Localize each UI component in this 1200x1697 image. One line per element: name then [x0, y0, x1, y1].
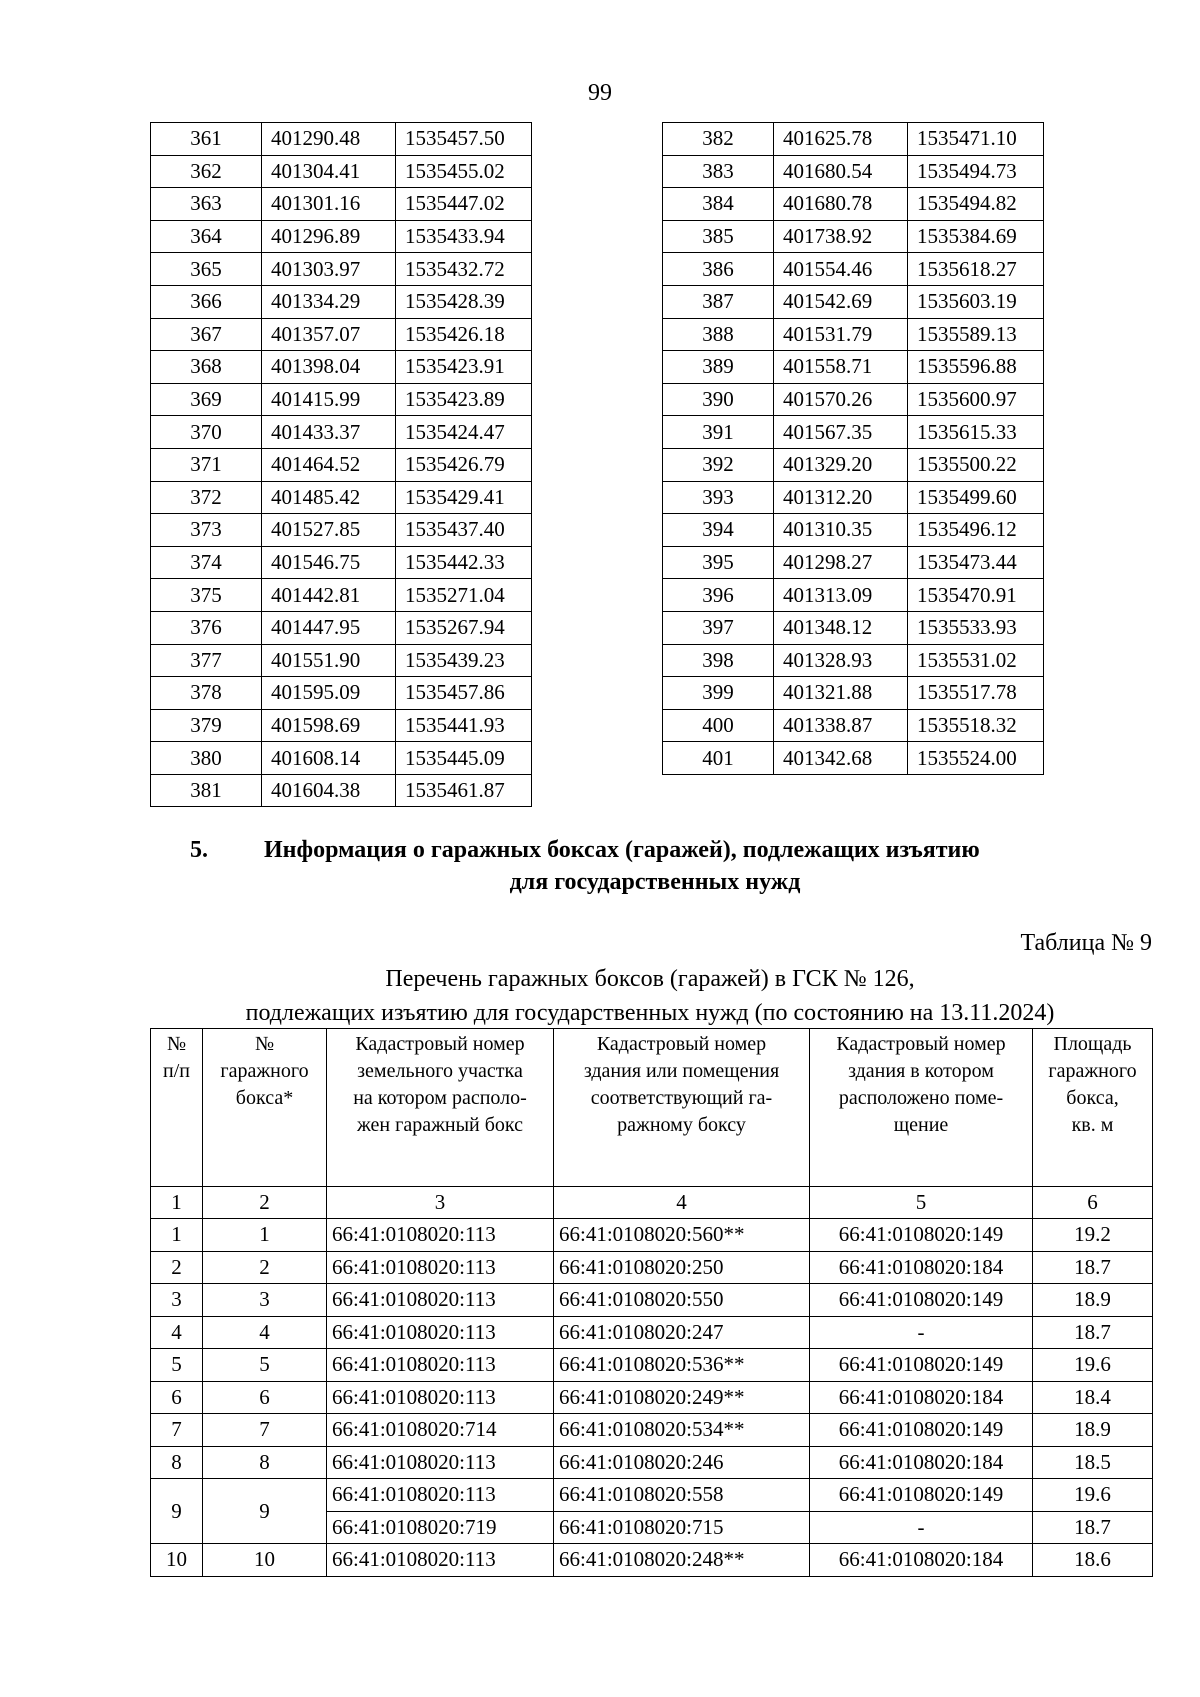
land-cadastral-number-cell: 66:41:0108020:113: [327, 1544, 554, 1577]
column-header-line: здания в котором: [848, 1060, 994, 1082]
garage-box-number-cell: 6: [203, 1381, 327, 1414]
area-cell: 19.6: [1033, 1479, 1153, 1512]
x-coordinate-cell: 401531.79: [774, 318, 908, 351]
land-cadastral-number-cell: 66:41:0108020:113: [327, 1251, 554, 1284]
y-coordinate-cell: 1535441.93: [396, 709, 532, 742]
y-coordinate-cell: 1535494.82: [908, 188, 1044, 221]
area-cell: 18.6: [1033, 1544, 1153, 1577]
coordinate-row: [151, 644, 532, 677]
column-number: 1: [151, 1187, 203, 1219]
column-header-line: жен гаражный бокс: [356, 1114, 524, 1136]
point-number-cell: 371: [151, 448, 262, 481]
table-row: [151, 1479, 1153, 1512]
x-coordinate-cell: 401595.09: [262, 677, 396, 710]
column-header-line: здания или помещения: [583, 1060, 780, 1082]
coordinate-row: [151, 709, 532, 742]
coordinate-row: [151, 285, 532, 318]
x-coordinate-cell: 401442.81: [262, 579, 396, 612]
x-coordinate-cell: 401542.69: [774, 285, 908, 318]
point-number-cell: 379: [151, 709, 262, 742]
column-header: [810, 1029, 1033, 1187]
land-cadastral-number-cell: 66:41:0108020:719: [327, 1511, 554, 1544]
y-coordinate-cell: 1535473.44: [908, 546, 1044, 579]
x-coordinate-cell: 401625.78: [774, 123, 908, 156]
column-header: [327, 1029, 554, 1187]
coordinate-row: [663, 677, 1044, 710]
point-number-cell: 369: [151, 383, 262, 416]
column-header: [203, 1029, 327, 1187]
column-header-line: гаражного: [220, 1060, 309, 1082]
coordinate-row: [663, 481, 1044, 514]
column-header: [1033, 1029, 1153, 1187]
point-number-cell: 400: [663, 709, 774, 742]
x-coordinate-cell: 401312.20: [774, 481, 908, 514]
coordinate-row: [151, 318, 532, 351]
x-coordinate-cell: 401334.29: [262, 285, 396, 318]
area-cell: 18.9: [1033, 1414, 1153, 1447]
point-number-cell: 398: [663, 644, 774, 677]
x-coordinate-cell: 401348.12: [774, 611, 908, 644]
y-coordinate-cell: 1535455.02: [396, 155, 532, 188]
garage-boxes-table: [150, 1028, 1153, 1577]
point-number-cell: 378: [151, 677, 262, 710]
row-number-cell: 5: [151, 1349, 203, 1382]
table-label: Таблица № 9: [1020, 930, 1152, 956]
y-coordinate-cell: 1535600.97: [908, 383, 1044, 416]
x-coordinate-cell: 401342.68: [774, 742, 908, 775]
point-number-cell: 388: [663, 318, 774, 351]
garage-box-number-cell: 3: [203, 1284, 327, 1317]
room-cadastral-number-cell: 66:41:0108020:558: [554, 1479, 810, 1512]
building-cadastral-number-cell: 66:41:0108020:149: [810, 1414, 1033, 1447]
y-coordinate-cell: 1535267.94: [396, 611, 532, 644]
column-header-line: расположено поме-: [838, 1087, 1004, 1109]
room-cadastral-number-cell: 66:41:0108020:247: [554, 1316, 810, 1349]
y-coordinate-cell: 1535531.02: [908, 644, 1044, 677]
y-coordinate-cell: 1535589.13: [908, 318, 1044, 351]
x-coordinate-cell: 401598.69: [262, 709, 396, 742]
coordinate-row: [151, 123, 532, 156]
table-caption-line2: подлежащих изъятию для государственных нужд (по состоянию на 13.11.2024): [245, 1000, 1055, 1026]
column-number: 6: [1033, 1187, 1153, 1219]
point-number-cell: 392: [663, 448, 774, 481]
area-cell: 19.6: [1033, 1349, 1153, 1382]
page-number: 99: [588, 80, 612, 106]
coordinate-row: [151, 383, 532, 416]
y-coordinate-cell: 1535517.78: [908, 677, 1044, 710]
column-header-line: на котором располо-: [353, 1087, 527, 1109]
x-coordinate-cell: 401464.52: [262, 448, 396, 481]
coordinate-row: [663, 383, 1044, 416]
y-coordinate-cell: 1535437.40: [396, 514, 532, 547]
building-cadastral-number-cell: 66:41:0108020:184: [810, 1251, 1033, 1284]
coordinate-row: [151, 351, 532, 384]
column-header: [554, 1029, 810, 1187]
coordinate-row: [663, 220, 1044, 253]
column-number: 4: [554, 1187, 810, 1219]
row-number-cell: 2: [151, 1251, 203, 1284]
coordinate-row: [151, 155, 532, 188]
coordinate-row: [151, 220, 532, 253]
y-coordinate-cell: 1535596.88: [908, 351, 1044, 384]
section-number: 5.: [190, 837, 208, 863]
area-cell: 19.2: [1033, 1219, 1153, 1252]
column-header-line: Кадастровый номер: [596, 1033, 767, 1055]
x-coordinate-cell: 401301.16: [262, 188, 396, 221]
room-cadastral-number-cell: 66:41:0108020:246: [554, 1446, 810, 1479]
y-coordinate-cell: 1535423.89: [396, 383, 532, 416]
x-coordinate-cell: 401570.26: [774, 383, 908, 416]
garage-box-number-cell: 8: [203, 1446, 327, 1479]
garage-box-number-cell: 1: [203, 1219, 327, 1252]
coordinate-row: [151, 448, 532, 481]
point-number-cell: 396: [663, 579, 774, 612]
table-caption: [150, 962, 1150, 1030]
x-coordinate-cell: 401303.97: [262, 253, 396, 286]
point-number-cell: 372: [151, 481, 262, 514]
point-number-cell: 397: [663, 611, 774, 644]
building-cadastral-number-cell: 66:41:0108020:149: [810, 1219, 1033, 1252]
coordinate-row: [663, 709, 1044, 742]
garage-box-number-cell: 9: [203, 1479, 327, 1544]
x-coordinate-cell: 401310.35: [774, 514, 908, 547]
x-coordinate-cell: 401447.95: [262, 611, 396, 644]
point-number-cell: 383: [663, 155, 774, 188]
column-header-line: земельного участка: [357, 1060, 523, 1082]
column-header-line: бокса,: [1066, 1087, 1119, 1109]
point-number-cell: 386: [663, 253, 774, 286]
point-number-cell: 370: [151, 416, 262, 449]
point-number-cell: 393: [663, 481, 774, 514]
coordinate-row: [151, 546, 532, 579]
point-number-cell: 394: [663, 514, 774, 547]
land-cadastral-number-cell: 66:41:0108020:113: [327, 1219, 554, 1252]
building-cadastral-number-cell: 66:41:0108020:149: [810, 1349, 1033, 1382]
point-number-cell: 384: [663, 188, 774, 221]
y-coordinate-cell: 1535433.94: [396, 220, 532, 253]
x-coordinate-cell: 401680.78: [774, 188, 908, 221]
y-coordinate-cell: 1535439.23: [396, 644, 532, 677]
room-cadastral-number-cell: 66:41:0108020:248**: [554, 1544, 810, 1577]
y-coordinate-cell: 1535442.33: [396, 546, 532, 579]
y-coordinate-cell: 1535494.73: [908, 155, 1044, 188]
x-coordinate-cell: 401554.46: [774, 253, 908, 286]
y-coordinate-cell: 1535499.60: [908, 481, 1044, 514]
coordinate-row: [151, 416, 532, 449]
y-coordinate-cell: 1535445.09: [396, 742, 532, 775]
point-number-cell: 377: [151, 644, 262, 677]
x-coordinate-cell: 401558.71: [774, 351, 908, 384]
row-number-cell: 1: [151, 1219, 203, 1252]
point-number-cell: 391: [663, 416, 774, 449]
coordinate-row: [663, 514, 1044, 547]
row-number-cell: 6: [151, 1381, 203, 1414]
row-number-cell: 3: [151, 1284, 203, 1317]
x-coordinate-cell: 401321.88: [774, 677, 908, 710]
point-number-cell: 382: [663, 123, 774, 156]
x-coordinate-cell: 401338.87: [774, 709, 908, 742]
coordinates-table-right: [662, 122, 1044, 775]
column-number: 3: [327, 1187, 554, 1219]
coordinates-table-left: [150, 122, 532, 807]
y-coordinate-cell: 1535428.39: [396, 285, 532, 318]
coordinate-row: [663, 351, 1044, 384]
y-coordinate-cell: 1535471.10: [908, 123, 1044, 156]
area-cell: 18.7: [1033, 1251, 1153, 1284]
column-header-line: Площадь: [1053, 1033, 1132, 1055]
building-cadastral-number-cell: 66:41:0108020:149: [810, 1479, 1033, 1512]
land-cadastral-number-cell: 66:41:0108020:714: [327, 1414, 554, 1447]
point-number-cell: 381: [151, 774, 262, 807]
row-number-cell: 9: [151, 1479, 203, 1544]
building-cadastral-number-cell: 66:41:0108020:184: [810, 1446, 1033, 1479]
coordinate-row: [663, 318, 1044, 351]
y-coordinate-cell: 1535271.04: [396, 579, 532, 612]
y-coordinate-cell: 1535457.50: [396, 123, 532, 156]
point-number-cell: 390: [663, 383, 774, 416]
building-cadastral-number-cell: 66:41:0108020:184: [810, 1544, 1033, 1577]
x-coordinate-cell: 401290.48: [262, 123, 396, 156]
garage-box-number-cell: 2: [203, 1251, 327, 1284]
area-cell: 18.5: [1033, 1446, 1153, 1479]
room-cadastral-number-cell: 66:41:0108020:534**: [554, 1414, 810, 1447]
point-number-cell: 366: [151, 285, 262, 318]
x-coordinate-cell: 401398.04: [262, 351, 396, 384]
x-coordinate-cell: 401415.99: [262, 383, 396, 416]
coordinate-row: [663, 416, 1044, 449]
column-header-line: Кадастровый номер: [355, 1033, 525, 1055]
table-row: [151, 1219, 1153, 1252]
garage-box-number-cell: 10: [203, 1544, 327, 1577]
table-row: [151, 1316, 1153, 1349]
point-number-cell: 364: [151, 220, 262, 253]
table-row: [151, 1446, 1153, 1479]
building-cadastral-number-cell: 66:41:0108020:184: [810, 1381, 1033, 1414]
table-row: [151, 1544, 1153, 1577]
area-cell: 18.7: [1033, 1316, 1153, 1349]
y-coordinate-cell: 1535426.79: [396, 448, 532, 481]
table-caption-line1: Перечень гаражных боксов (гаражей) в ГСК № 126,: [385, 966, 915, 992]
column-header-line: п/п: [163, 1060, 190, 1082]
y-coordinate-cell: 1535470.91: [908, 579, 1044, 612]
y-coordinate-cell: 1535423.91: [396, 351, 532, 384]
y-coordinate-cell: 1535496.12: [908, 514, 1044, 547]
column-header-line: бокса*: [235, 1087, 294, 1109]
y-coordinate-cell: 1535615.33: [908, 416, 1044, 449]
y-coordinate-cell: 1535426.18: [396, 318, 532, 351]
building-cadastral-number-cell: -: [810, 1511, 1033, 1544]
coordinate-row: [663, 644, 1044, 677]
y-coordinate-cell: 1535429.41: [396, 481, 532, 514]
coordinate-row: [663, 742, 1044, 775]
coordinate-row: [663, 579, 1044, 612]
x-coordinate-cell: 401551.90: [262, 644, 396, 677]
x-coordinate-cell: 401357.07: [262, 318, 396, 351]
x-coordinate-cell: 401296.89: [262, 220, 396, 253]
coordinate-row: [151, 188, 532, 221]
point-number-cell: 367: [151, 318, 262, 351]
point-number-cell: 385: [663, 220, 774, 253]
room-cadastral-number-cell: 66:41:0108020:550: [554, 1284, 810, 1317]
coordinate-row: [663, 611, 1044, 644]
x-coordinate-cell: 401298.27: [774, 546, 908, 579]
x-coordinate-cell: 401738.92: [774, 220, 908, 253]
coordinate-row: [663, 285, 1044, 318]
x-coordinate-cell: 401433.37: [262, 416, 396, 449]
column-header-line: №: [254, 1033, 275, 1055]
area-cell: 18.7: [1033, 1511, 1153, 1544]
x-coordinate-cell: 401567.35: [774, 416, 908, 449]
point-number-cell: 395: [663, 546, 774, 579]
y-coordinate-cell: 1535500.22: [908, 448, 1044, 481]
y-coordinate-cell: 1535432.72: [396, 253, 532, 286]
point-number-cell: 399: [663, 677, 774, 710]
land-cadastral-number-cell: 66:41:0108020:113: [327, 1479, 554, 1512]
y-coordinate-cell: 1535524.00: [908, 742, 1044, 775]
room-cadastral-number-cell: 66:41:0108020:560**: [554, 1219, 810, 1252]
y-coordinate-cell: 1535618.27: [908, 253, 1044, 286]
point-number-cell: 401: [663, 742, 774, 775]
column-header-line: №: [166, 1033, 187, 1055]
coordinate-row: [663, 448, 1044, 481]
row-number-cell: 10: [151, 1544, 203, 1577]
table-row: [151, 1251, 1153, 1284]
land-cadastral-number-cell: 66:41:0108020:113: [327, 1381, 554, 1414]
land-cadastral-number-cell: 66:41:0108020:113: [327, 1446, 554, 1479]
point-number-cell: 380: [151, 742, 262, 775]
column-header-line: кв. м: [1071, 1114, 1114, 1136]
land-cadastral-number-cell: 66:41:0108020:113: [327, 1284, 554, 1317]
x-coordinate-cell: 401313.09: [774, 579, 908, 612]
x-coordinate-cell: 401328.93: [774, 644, 908, 677]
garage-box-number-cell: 4: [203, 1316, 327, 1349]
column-header: [151, 1029, 203, 1187]
coordinate-row: [151, 481, 532, 514]
area-cell: 18.4: [1033, 1381, 1153, 1414]
point-number-cell: 387: [663, 285, 774, 318]
point-number-cell: 365: [151, 253, 262, 286]
y-coordinate-cell: 1535447.02: [396, 188, 532, 221]
y-coordinate-cell: 1535424.47: [396, 416, 532, 449]
point-number-cell: 362: [151, 155, 262, 188]
x-coordinate-cell: 401546.75: [262, 546, 396, 579]
point-number-cell: 368: [151, 351, 262, 384]
building-cadastral-number-cell: -: [810, 1316, 1033, 1349]
column-number: 2: [203, 1187, 327, 1219]
garage-box-number-cell: 7: [203, 1414, 327, 1447]
table-row: [151, 1284, 1153, 1317]
room-cadastral-number-cell: 66:41:0108020:536**: [554, 1349, 810, 1382]
coordinate-row: [663, 123, 1044, 156]
garage-box-number-cell: 5: [203, 1349, 327, 1382]
coordinate-row: [151, 677, 532, 710]
coordinate-row: [151, 742, 532, 775]
point-number-cell: 376: [151, 611, 262, 644]
point-number-cell: 389: [663, 351, 774, 384]
table-row: [151, 1349, 1153, 1382]
section-title-line2: для государственных нужд: [509, 869, 801, 895]
y-coordinate-cell: 1535384.69: [908, 220, 1044, 253]
land-cadastral-number-cell: 66:41:0108020:113: [327, 1349, 554, 1382]
coordinate-row: [151, 774, 532, 807]
point-number-cell: 363: [151, 188, 262, 221]
room-cadastral-number-cell: 66:41:0108020:250: [554, 1251, 810, 1284]
point-number-cell: 375: [151, 579, 262, 612]
coordinate-row: [663, 546, 1044, 579]
building-cadastral-number-cell: 66:41:0108020:149: [810, 1284, 1033, 1317]
y-coordinate-cell: 1535461.87: [396, 774, 532, 807]
column-header-line: гаражного: [1048, 1060, 1137, 1082]
point-number-cell: 361: [151, 123, 262, 156]
x-coordinate-cell: 401485.42: [262, 481, 396, 514]
coordinate-row: [151, 579, 532, 612]
section-title-line1: Информация о гаражных боксах (гаражей), подлежащих изъятию: [264, 837, 980, 863]
coordinate-row: [663, 188, 1044, 221]
coordinate-row: [663, 253, 1044, 286]
coordinate-row: [663, 155, 1044, 188]
x-coordinate-cell: 401680.54: [774, 155, 908, 188]
column-number: 5: [810, 1187, 1033, 1219]
coordinate-row: [151, 253, 532, 286]
table-row: [151, 1414, 1153, 1447]
x-coordinate-cell: 401304.41: [262, 155, 396, 188]
column-header-line: щение: [893, 1114, 949, 1136]
row-number-cell: 8: [151, 1446, 203, 1479]
point-number-cell: 374: [151, 546, 262, 579]
column-header-line: Кадастровый номер: [836, 1033, 1006, 1055]
x-coordinate-cell: 401608.14: [262, 742, 396, 775]
point-number-cell: 373: [151, 514, 262, 547]
area-cell: 18.9: [1033, 1284, 1153, 1317]
coordinate-row: [151, 611, 532, 644]
land-cadastral-number-cell: 66:41:0108020:113: [327, 1316, 554, 1349]
x-coordinate-cell: 401527.85: [262, 514, 396, 547]
y-coordinate-cell: 1535457.86: [396, 677, 532, 710]
y-coordinate-cell: 1535533.93: [908, 611, 1044, 644]
column-header-line: ражному боксу: [617, 1114, 746, 1136]
x-coordinate-cell: 401329.20: [774, 448, 908, 481]
y-coordinate-cell: 1535603.19: [908, 285, 1044, 318]
coordinate-row: [151, 514, 532, 547]
room-cadastral-number-cell: 66:41:0108020:715: [554, 1511, 810, 1544]
column-header-line: соответствующий га-: [590, 1087, 773, 1109]
y-coordinate-cell: 1535518.32: [908, 709, 1044, 742]
room-cadastral-number-cell: 66:41:0108020:249**: [554, 1381, 810, 1414]
x-coordinate-cell: 401604.38: [262, 774, 396, 807]
table-row: [151, 1381, 1153, 1414]
row-number-cell: 7: [151, 1414, 203, 1447]
row-number-cell: 4: [151, 1316, 203, 1349]
